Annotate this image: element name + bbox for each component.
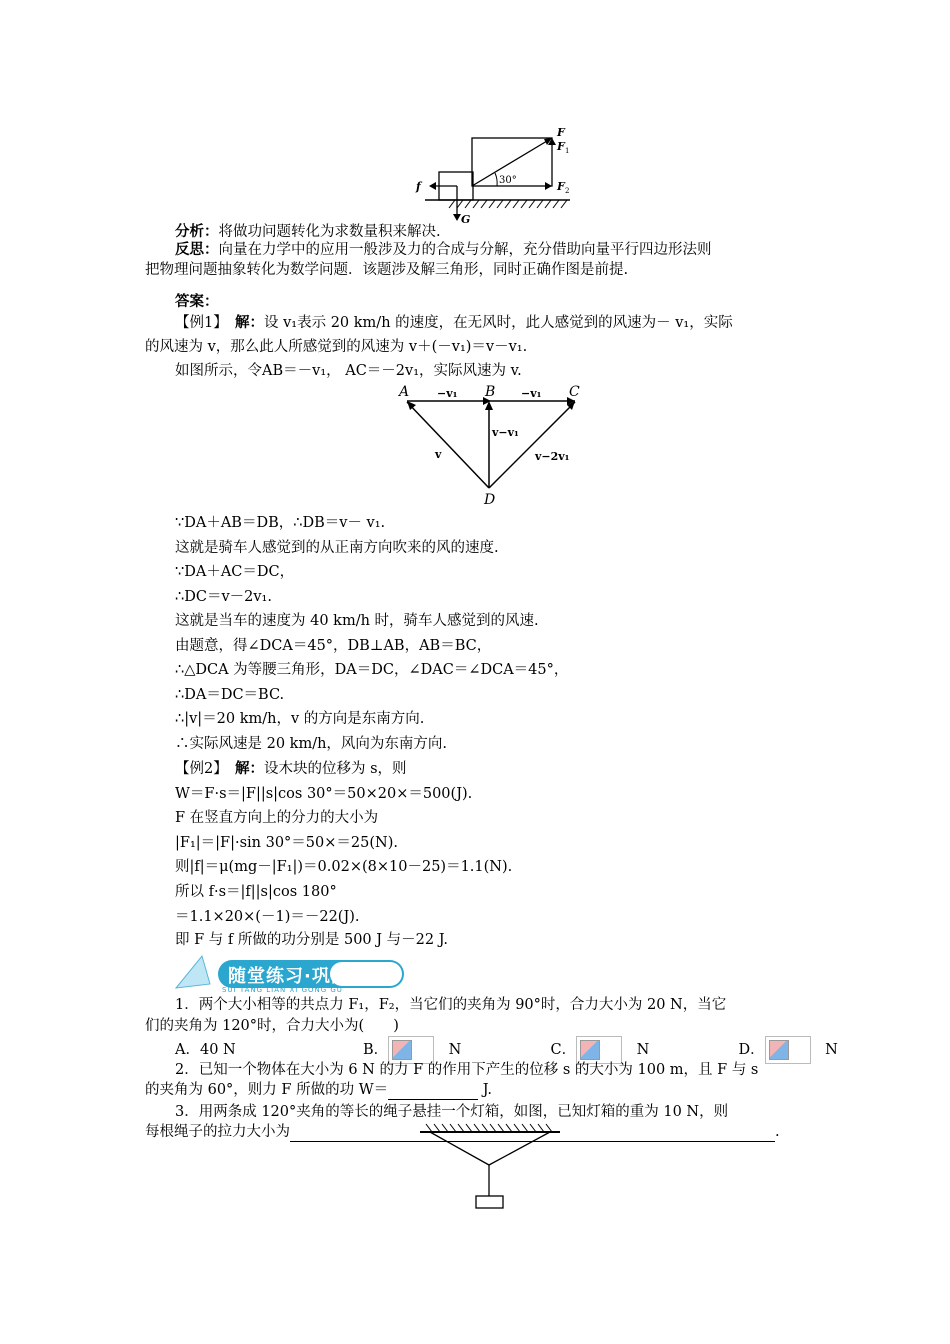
ex1-line-6: ∵DA＋AC＝DC， (175, 564, 295, 580)
ex1-line-9: 由题意，得∠DCA＝45°，DB⊥AB，AB＝BC， (175, 638, 492, 654)
analysis-line: 分析：将做功问题转化为求数量积来解决. (175, 223, 441, 240)
ex1-line-13: ∴实际风速是 20 km/h，风向为东南方向. (175, 736, 448, 752)
angle-label: 30° (499, 175, 517, 186)
ex1-line-8: 这就是当车的速度为 40 km/h 时，骑车人感觉到的风速. (175, 613, 539, 629)
label-f: f (416, 180, 421, 193)
label-F: F (557, 126, 565, 139)
svg-text:v−2v₁: v−2v₁ (535, 450, 570, 463)
ex1-line-7: ∴DC＝v－2v₁. (175, 589, 272, 605)
practice-banner (170, 952, 410, 996)
label-F2: F (557, 180, 565, 193)
ex2-line-7: ＝1.1×20×(－1)＝－22(J). (175, 909, 360, 925)
ex1-line-1: 【例1】 解：设 v₁表示 20 km/h 的速度，在无风时，此人感觉到的风速为－ v₁，实际 (175, 314, 733, 331)
ex2-line-3: F 在竖直方向上的分力的大小为 (175, 810, 379, 826)
q1-option-a[interactable]: A．40 N (175, 1042, 236, 1058)
q2-answer-blank[interactable] (388, 1083, 478, 1100)
label-F1: F (557, 140, 565, 153)
point-A: A (399, 384, 410, 400)
answer-label: 答案： (175, 293, 219, 310)
formula-image-d (765, 1036, 811, 1064)
svg-text:−v₁: −v₁ (521, 387, 542, 400)
svg-text:−v₁: −v₁ (437, 387, 458, 400)
wind-triangle-diagram (395, 380, 595, 510)
banner-title: 随堂练习·巩固 (228, 966, 350, 987)
ex1-line-3: 如图所示，令AB＝－v₁， AC＝－2v₁，实际风速为 v. (175, 363, 522, 379)
ex1-line-12: ∴|v|＝20 km/h，v 的方向是东南方向. (175, 711, 425, 727)
ex1-line-10: ∴△DCA 为等腰三角形，DA＝DC，∠DAC＝∠DCA＝45°， (175, 662, 569, 678)
svg-text:v: v (435, 448, 442, 461)
q1-line-2: 们的夹角为 120°时，合力大小为( ) (145, 1018, 399, 1034)
q1-option-c[interactable]: C． N (551, 1042, 650, 1058)
ex2-line-1: 【例2】 解：设木块的位移为 s，则 (175, 760, 407, 777)
ex2-line-2: W＝F·s＝|F||s|cos 30°＝50×20×＝500(J). (175, 786, 473, 802)
q1-option-d[interactable]: D． N (739, 1042, 838, 1058)
ex1-line-4: ∵DA＋AB＝DB，∴DB＝v－ v₁. (175, 515, 386, 531)
q1-option-b[interactable]: B． N (363, 1042, 461, 1058)
point-B: B (485, 384, 496, 400)
svg-text:v−v₁: v−v₁ (492, 426, 519, 439)
force-diagram (405, 126, 590, 226)
ex2-line-4: |F₁|＝|F|·sin 30°＝50×＝25(N). (175, 835, 398, 851)
label-G: G (461, 213, 471, 226)
q3-line-1: 3．用两条成 120°夹角的等长的绳子悬挂一个灯箱，如图，已知灯箱的重为 10 N，则 (175, 1104, 729, 1120)
ex1-line-2: 的风速为 v，那么此人所感觉到的风速为 v＋(－v₁)＝v－v₁. (145, 339, 528, 355)
lamp-box-diagram (412, 1120, 562, 1212)
ex2-line-8: 即 F 与 f 所做的功分别是 500 J 与－22 J. (175, 932, 449, 948)
point-D: D (484, 492, 496, 508)
reflection-line-1: 反思：向量在力学中的应用一般涉及力的合成与分解，充分借助向量平行四边形法则 (175, 241, 712, 258)
ex2-line-5: 则|f|＝μ(mg－|F₁|)＝0.02×(8×10－25)＝1.1(N). (175, 859, 513, 875)
ex2-line-6: 所以 f·s＝|f||s|cos 180° (175, 884, 337, 900)
point-C: C (569, 384, 580, 400)
q3-line-2: 每根绳子的拉力大小为 . (145, 1124, 780, 1140)
banner-pinyin: SUI TANG LIAN XI GONG GU (222, 986, 343, 994)
q1-line-1: 1．两个大小相等的共点力 F₁，F₂，当它们的夹角为 90°时，合力大小为 20 N，当它 (175, 997, 727, 1013)
ex1-line-11: ∴DA＝DC＝BC. (175, 687, 285, 703)
q2-line-1: 2．已知一个物体在大小为 6 N 的力 F 的作用下产生的位移 s 的大小为 100 m，且 F 与 s (175, 1062, 759, 1078)
q2-line-2: 的夹角为 60°，则力 F 所做的功 W＝ J. (145, 1082, 493, 1098)
ex1-line-5: 这就是骑车人感觉到的从正南方向吹来的风的速度. (175, 540, 499, 556)
svg-text:2: 2 (565, 187, 570, 195)
svg-text:1: 1 (565, 147, 570, 155)
reflection-line-2: 把物理问题抽象转化为数学问题．该题涉及解三角形，同时正确作图是前提. (145, 262, 629, 278)
